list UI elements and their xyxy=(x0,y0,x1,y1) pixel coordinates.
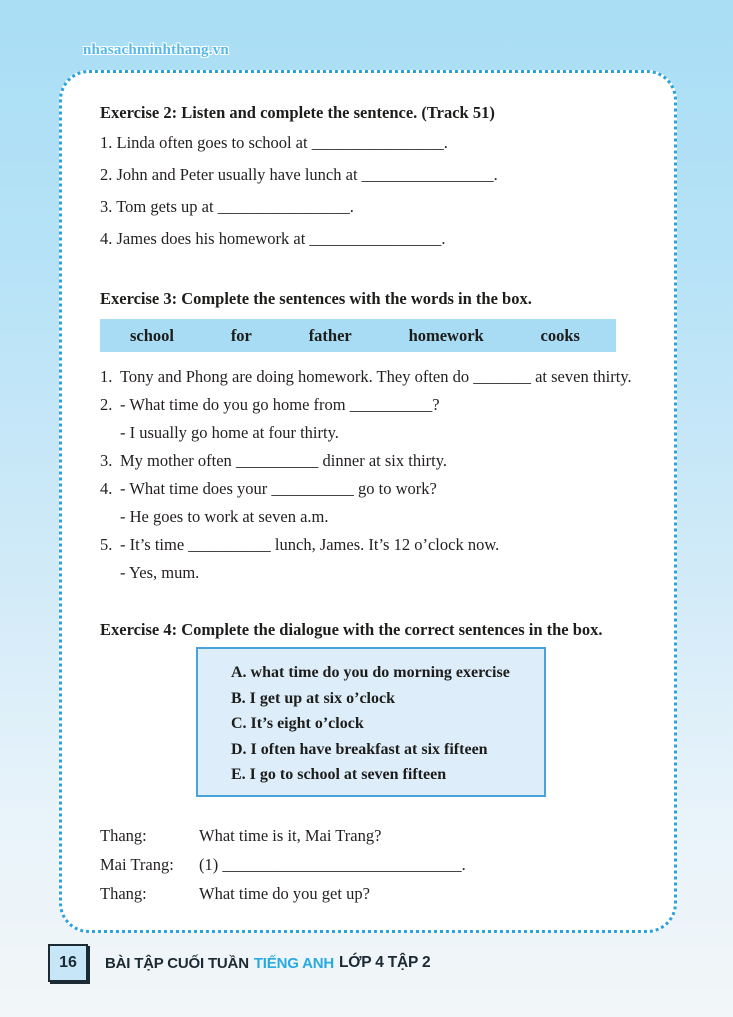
exercise2-item: 2. John and Peter usually have lunch at ________________. xyxy=(100,165,498,184)
exercise3-row xyxy=(100,531,632,559)
dialogue-text: What time is it, Mai Trang? xyxy=(199,826,382,845)
speaker-label: Thang: xyxy=(100,884,147,903)
item-number: 3. xyxy=(100,451,113,470)
word-box-word: cooks xyxy=(540,325,580,345)
word-box-word: school xyxy=(130,325,175,345)
exercise3-row xyxy=(100,559,632,587)
exercise2-item: 3. Tom gets up at ________________. xyxy=(100,197,354,216)
exercise2-item: 4. James does his homework at ________________. xyxy=(100,229,446,248)
option-item: D. I often have breakfast at six fifteen xyxy=(231,740,488,758)
exercise2-title: Exercise 2: Listen and complete the sentence. (Track 51) xyxy=(100,103,495,122)
word-box-word: father xyxy=(308,325,352,345)
option-item: C. It’s eight o’clock xyxy=(231,715,364,732)
exercise3-row xyxy=(100,503,632,531)
word-box-word: for xyxy=(230,325,252,345)
item-number: 1. xyxy=(100,367,113,386)
item-number xyxy=(100,419,120,447)
item-text: - I usually go home at four thirty. xyxy=(120,423,339,442)
speaker-label: Mai Trang: xyxy=(100,855,174,874)
item-text: - He goes to work at seven a.m. xyxy=(120,507,329,526)
exercise3-row xyxy=(100,391,632,419)
option-item: A. what time do you do morning exercise xyxy=(231,664,510,681)
item-text: My mother often __________ dinner at six thirty. xyxy=(120,451,448,470)
exercise3-row xyxy=(100,475,632,503)
exercise4-title: Exercise 4: Complete the dialogue with the correct sentences in the box. xyxy=(100,620,603,639)
exercise3-row xyxy=(100,419,632,447)
item-number: 5. xyxy=(100,535,113,554)
watermark: nhasachminhthang.vn xyxy=(83,42,229,58)
item-text: Tony and Phong are doing homework. They often do _______ at seven thirty. xyxy=(120,367,632,386)
page-number-badge: 16 xyxy=(48,944,88,982)
exercise2-item: 1. Linda often goes to school at ________________. xyxy=(100,133,448,152)
item-text: - What time do you go home from __________? xyxy=(120,395,440,414)
footer-series-title: BÀI TẬP CUỐI TUẦN xyxy=(105,954,249,972)
item-number xyxy=(100,559,120,587)
exercise3-row xyxy=(100,447,632,475)
option-item: B. I get up at six o’clock xyxy=(231,689,395,707)
footer-subject: TIẾNG ANH xyxy=(253,954,334,972)
options-box xyxy=(196,647,546,797)
dialogue xyxy=(100,821,466,908)
exercise3-list xyxy=(100,363,632,587)
item-number: 2. xyxy=(100,395,113,414)
exercise3-title: Exercise 3: Complete the sentences with the words in the box. xyxy=(100,289,532,308)
item-text: - It’s time __________ lunch, James. It’s 12 o’clock now. xyxy=(120,535,500,554)
word-box xyxy=(100,319,616,352)
item-text: - Yes, mum. xyxy=(120,563,200,582)
option-item: E. I go to school at seven fifteen xyxy=(231,766,447,783)
word-box-word: homework xyxy=(408,325,484,345)
speaker-label: Thang: xyxy=(100,826,147,845)
footer-title xyxy=(105,944,430,982)
exercise3-row xyxy=(100,363,632,391)
item-text: - What time does your __________ go to work? xyxy=(120,479,437,498)
item-number xyxy=(100,503,120,531)
item-number: 4. xyxy=(100,479,113,498)
worksheet-panel xyxy=(59,70,677,933)
dialogue-text: What time do you get up? xyxy=(199,884,370,903)
dialogue-text: (1) _____________________________. xyxy=(199,855,466,874)
exercise2-list xyxy=(100,127,498,255)
footer-grade: LỚP 4 TẬP 2 xyxy=(338,954,431,971)
